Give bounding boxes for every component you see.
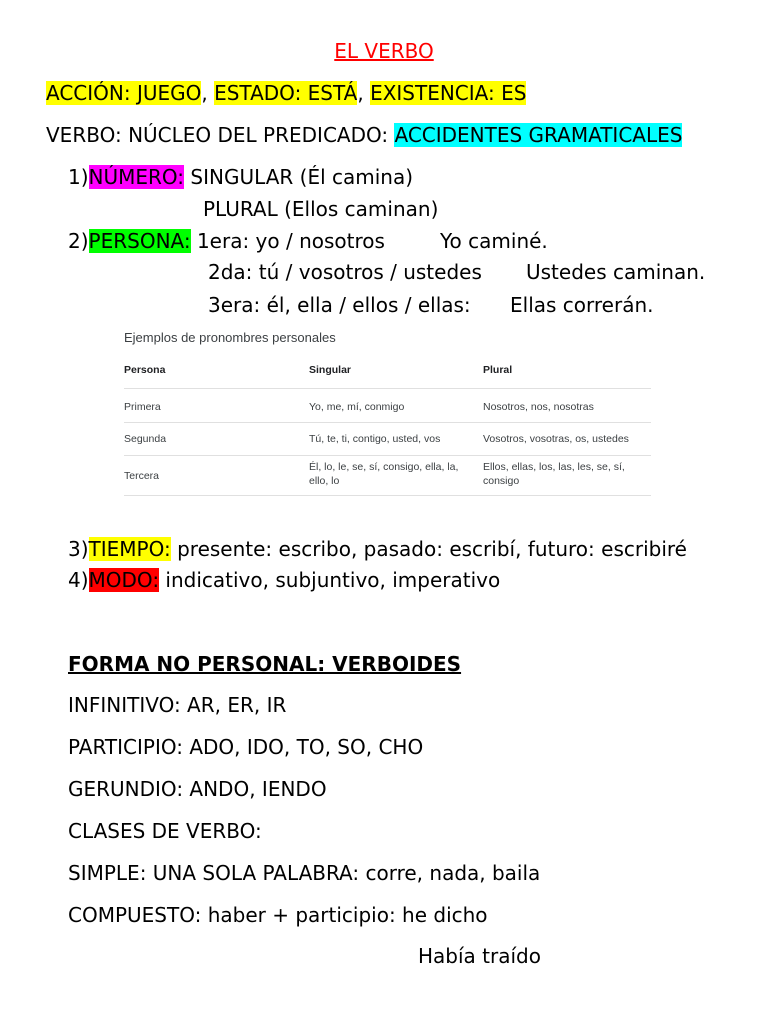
table-header-persona: Persona: [124, 364, 166, 376]
table-header-plural: Plural: [483, 364, 513, 376]
highlight-persona: PERSONA:: [88, 229, 191, 253]
table-cell: Tercera: [124, 470, 160, 482]
table-caption: Ejemplos de pronombres personales: [124, 330, 336, 345]
tiempo-text: presente: escribo, pasado: escribí, futuro: escribiré: [170, 537, 687, 561]
table-header-singular: Singular: [309, 364, 352, 376]
compuesto-example-line: Había traído: [418, 944, 541, 968]
table-cell: Él, lo, le, se, sí, consigo, ella, la, ello, lo: [309, 461, 459, 487]
table-divider: [124, 388, 651, 389]
table-divider: [124, 422, 651, 423]
table-cell: Nosotros, nos, nosotras: [483, 401, 594, 413]
page-title: EL VERBO: [334, 39, 434, 63]
persona-first-example: Yo caminé.: [440, 229, 548, 253]
item-tiempo: [68, 536, 687, 562]
numero-plural: PLURAL (Ellos caminan): [203, 197, 439, 221]
table-cell: Tú, te, ti, contigo, usted, vos: [309, 433, 441, 445]
item-number: 3): [68, 537, 89, 561]
separator: ,: [201, 81, 215, 105]
highlight-estado: ESTADO: ESTÁ: [214, 81, 358, 105]
highlight-numero: NÚMERO:: [88, 165, 185, 189]
item-modo: [68, 567, 500, 593]
numero-singular: SINGULAR (Él camina): [184, 165, 414, 189]
participio-line: PARTICIPIO: ADO, IDO, TO, SO, CHO: [68, 735, 424, 759]
gerundio-line: GERUNDIO: ANDO, IENDO: [68, 777, 327, 801]
highlight-modo: MODO:: [88, 568, 160, 592]
pronoun-table: [118, 324, 654, 500]
modo-text: indicativo, subjuntivo, imperativo: [159, 568, 501, 592]
table-cell: Ellos, ellas, los, las, les, se, sí, consigo: [483, 461, 625, 487]
table-cell: Primera: [124, 401, 161, 413]
nucleo-text: VERBO: NÚCLEO DEL PREDICADO:: [46, 123, 395, 147]
item-numero: [68, 164, 413, 190]
verboides-heading: FORMA NO PERSONAL: VERBOIDES: [68, 652, 462, 676]
persona-first: 1era: yo / nosotros: [190, 229, 385, 253]
line-verb-types: [46, 80, 526, 106]
persona-third-example: Ellas correrán.: [510, 293, 654, 317]
item-number: 1): [68, 165, 89, 189]
table-cell: Vosotros, vosotras, os, ustedes: [483, 433, 629, 445]
simple-line: SIMPLE: UNA SOLA PALABRA: corre, nada, baila: [68, 861, 541, 885]
highlight-existencia: EXISTENCIA: ES: [370, 81, 527, 105]
table-divider: [124, 455, 651, 456]
separator: ,: [357, 81, 371, 105]
persona-second: 2da: tú / vosotros / ustedes: [208, 260, 482, 284]
clases-line: CLASES DE VERBO:: [68, 819, 262, 843]
infinitivo-line: INFINITIVO: AR, ER, IR: [68, 693, 287, 717]
line-nucleo: [46, 122, 682, 148]
highlight-accion: ACCIÓN: JUEGO: [46, 81, 202, 105]
item-persona: [68, 228, 385, 254]
table-cell: Yo, me, mí, conmigo: [309, 401, 405, 413]
compuesto-line: COMPUESTO: haber + participio: he dicho: [68, 903, 488, 927]
item-number: 2): [68, 229, 89, 253]
persona-second-example: Ustedes caminan.: [526, 260, 706, 284]
table-divider: [124, 495, 651, 496]
table-cell: Segunda: [124, 433, 167, 445]
item-number: 4): [68, 568, 89, 592]
persona-third: 3era: él, ella / ellos / ellas:: [208, 293, 471, 317]
highlight-tiempo: TIEMPO:: [88, 537, 171, 561]
highlight-accidentes: ACCIDENTES GRAMATICALES: [394, 123, 683, 147]
